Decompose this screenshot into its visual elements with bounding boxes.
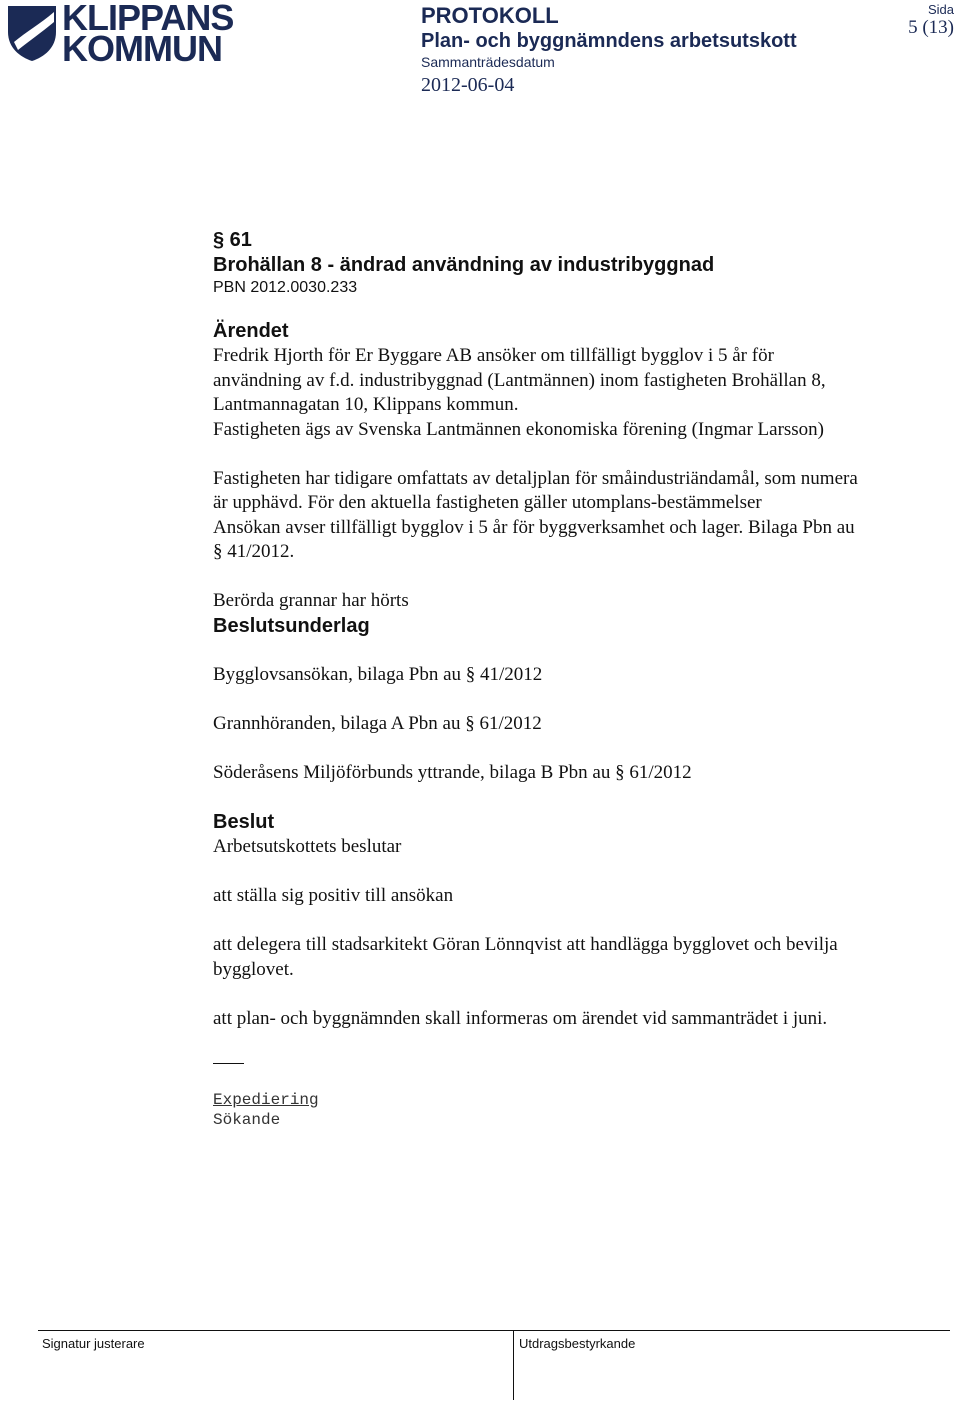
arendet-line: Ansökan avser tillfälligt bygglov i 5 år för byggverksamhet och lager. Bilaga Pbn au: [213, 516, 855, 538]
date-label: Sammanträdesdatum: [421, 54, 555, 70]
arendet-line: Lantmannagatan 10, Klippans kommun.: [213, 394, 519, 415]
case-number: PBN 2012.0030.233: [213, 279, 358, 296]
decision-item: bygglovet.: [213, 958, 294, 980]
body-name: Plan- och byggnämndens arbetsutskott: [421, 30, 797, 52]
meeting-date: 2012-06-04: [421, 74, 515, 96]
beslut-intro: Arbetsutskottets beslutar: [213, 836, 402, 857]
item-title: Brohällan 8 - ändrad användning av industribyggnad: [213, 254, 715, 276]
page-number: 5 (13): [908, 17, 954, 38]
signature-label: Signatur justerare: [42, 1336, 145, 1351]
footer-rule: [38, 1330, 950, 1331]
expediering-recipient: Sökande: [213, 1111, 281, 1129]
arendet-line: § 41/2012.: [213, 541, 295, 562]
page-indicator: [908, 2, 954, 39]
underlag-item: Bygglovsansökan, bilaga Pbn au § 41/2012: [213, 664, 543, 685]
decision-item: att delegera till stadsarkitekt Göran Lönnqvist att handlägga bygglovet och bevilja: [213, 934, 838, 955]
arendet-line: användning av f.d. industribyggnad (Lantmännen) inom fastigheten Brohällan 8,: [213, 369, 826, 391]
arendet-line: Fastigheten har tidigare omfattats av detaljplan för småindustriändamål, som numera: [213, 467, 858, 489]
arendet-line: är upphävd. För den aktuella fastigheten gäller utomplans-bestämmelser: [213, 492, 762, 513]
decision-item: att plan- och byggnämnden skall informeras om ärendet vid sammanträdet i juni.: [213, 1007, 828, 1029]
protocol-item: [213, 228, 943, 1130]
certification-label: Utdragsbestyrkande: [519, 1336, 636, 1351]
footer-divider: [513, 1330, 514, 1400]
paragraph-number: § 61: [213, 229, 252, 251]
arendet-line: Fredrik Hjorth för Er Byggare AB ansöker om tillfälligt bygglov i 5 år för: [213, 345, 774, 366]
section-heading-beslutsunderlag: Beslutsunderlag: [213, 614, 370, 637]
expediering-heading: Expediering: [213, 1091, 319, 1109]
decision-item: att ställa sig positiv till ansökan: [213, 885, 454, 906]
neighbours-statement: Berörda grannar har hörts: [213, 590, 409, 611]
document-header: [421, 4, 797, 100]
klippans-kommun-logo: [6, 0, 234, 69]
underlag-item: Söderåsens Miljöförbunds yttrande, bilaga B Pbn au § 61/2012: [213, 762, 692, 783]
section-heading-beslut: Beslut: [213, 811, 275, 833]
underlag-item: Grannhöranden, bilaga A Pbn au § 61/2012: [213, 713, 542, 734]
logo-wordmark: KLIPPANS KOMMUN: [62, 0, 234, 69]
arendet-line: Fastigheten ägs av Svenska Lantmännen ekonomiska förening (Ingmar Larsson): [213, 418, 825, 440]
page-label: Sida: [927, 2, 954, 17]
coat-of-arms-icon: [6, 2, 58, 62]
doc-type: PROTOKOLL: [421, 3, 559, 28]
section-heading-arendet: Ärendet: [213, 320, 289, 342]
